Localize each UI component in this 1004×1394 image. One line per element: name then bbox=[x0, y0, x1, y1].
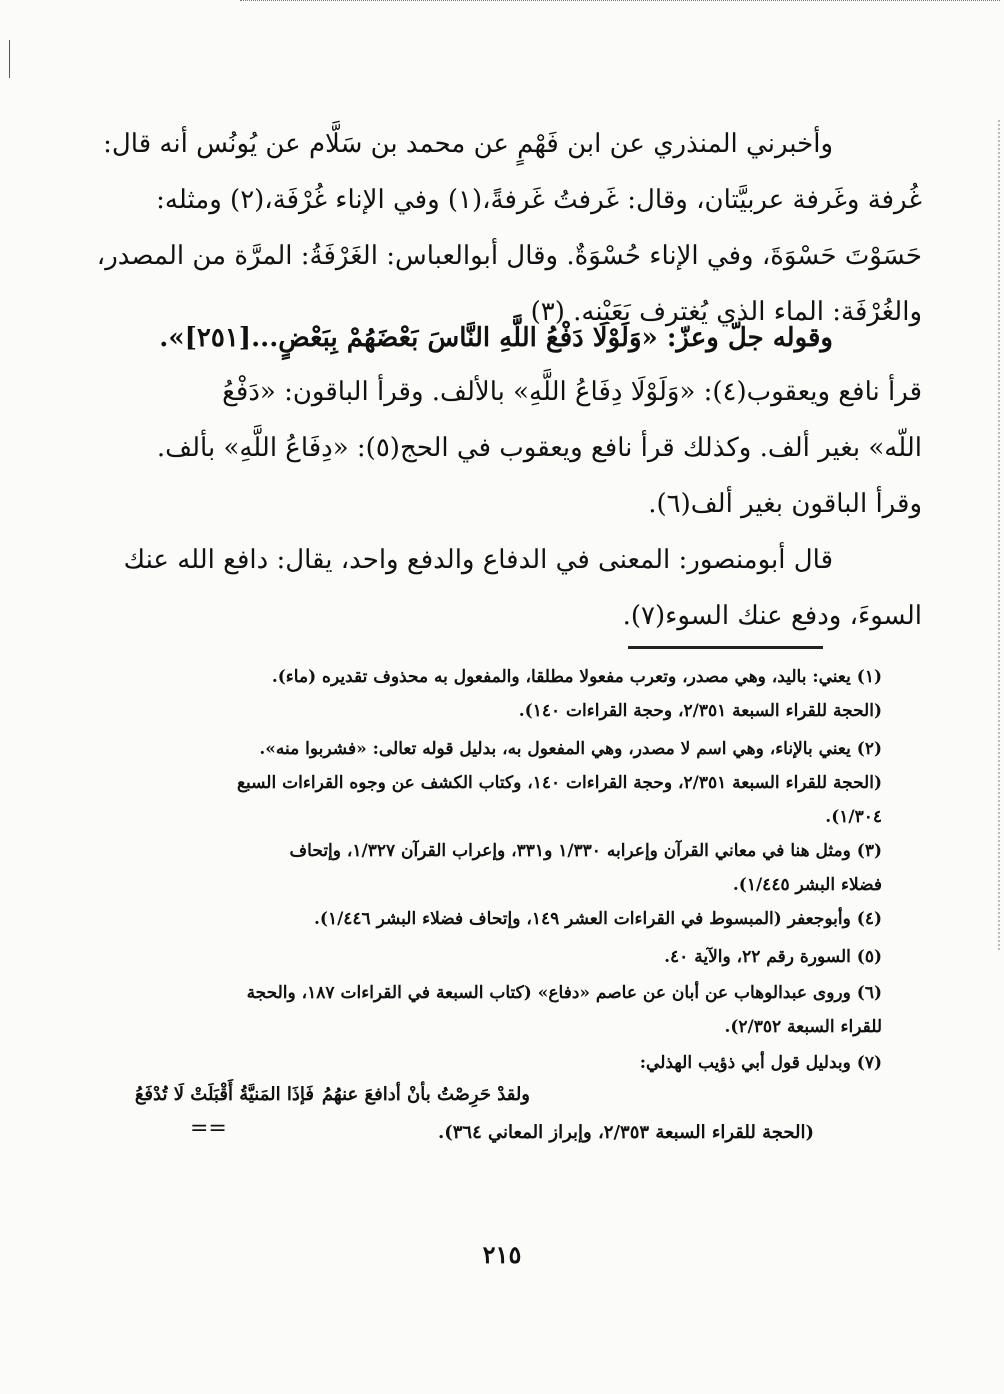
poem-hemistich-left: فَإذَا المَنيَّةُ أَقْبَلَتْ لَا تُدْفَعُ bbox=[134, 1084, 314, 1105]
body-line: اللّه» بغير ألف. وكذلك قرأ نافع ويعقوب في الحج(٥): «دِفَاعُ اللَّهِ» بألف. bbox=[156, 433, 922, 463]
footnote-line: (١) يعني: باليد، وهي مصدر، وتعرب مفعولا مطلقا، والمفعول به محذوف تقديره (ماء). bbox=[271, 667, 882, 687]
footnote-line: (الحجة للقراء السبعة ٢/٣٥١، وحجة القراءات ١٤٠، وكتاب الكشف عن وجوه القراءات السبع bbox=[236, 773, 882, 793]
body-line: والغُرْفَة: الماء الذي يُغترف بَعَيْنه. (٣) bbox=[530, 297, 922, 327]
body-line: حَسَوْتَ حَسْوَةَ، وفي الإناء حُسْوَةٌ. وقال أبوالعباس: الغَرْفَةُ: المرَّة من المصدر، bbox=[96, 241, 922, 271]
body-line: قال أبومنصور: المعنى في الدفاع والدفع واحد، يقال: دافع الله عنك bbox=[123, 545, 833, 575]
footnote-line: (٧) وبدليل قول أبي ذؤيب الهذلي: bbox=[639, 1053, 882, 1073]
body-line: قرأ نافع ويعقوب(٤): «وَلَوْلَا دِفَاعُ اللَّهِ» بالألف. وقرأ الباقون: «دَفْعُ bbox=[222, 377, 922, 407]
margin-mark: == bbox=[190, 1116, 227, 1141]
body-line: غُرفة وغَرفة عربيَّتان، وقال: غَرفتُ غَرفةً،(١) وفي الإناء غُرْفَة،(٢) ومثله: bbox=[156, 185, 922, 215]
body-line: وقرأ الباقون بغير ألف(٦). bbox=[648, 489, 922, 519]
page-number: ٢١٥ bbox=[482, 1240, 522, 1269]
body-line: السوءَ، ودفع عنك السوء(٧). bbox=[622, 601, 922, 631]
poem-source: (الحجة للقراء السبعة ٢/٣٥٣، وإبراز المعاني ٣٦٤). bbox=[437, 1122, 814, 1143]
footnote-line: (٤) وأبوجعفر (المبسوط في القراءات العشر ١٤٩، وإتحاف فضلاء البشر ١/٤٤٦). bbox=[313, 909, 882, 929]
poem-hemistich-right: ولقدْ حَرِصْتُ بأنْ أدافعَ عنهُمُ bbox=[321, 1084, 530, 1105]
footnote-line: (٥) السورة رقم ٢٢، والآية ٤٠. bbox=[664, 947, 882, 967]
footnote-line: فضلاء البشر ١/٤٤٥). bbox=[732, 875, 882, 895]
footnote-line: ١/٣٠٤). bbox=[825, 807, 882, 827]
footnote-line: (٣) ومثل هنا في معاني القرآن وإعرابه ١/٣٣٠ و٣٣١، وإعراب القرآن ١/٣٢٧، وإتحاف bbox=[289, 841, 882, 861]
footnote-line: (٦) وروى عبدالوهاب عن أبان عن عاصم «دفاع» (كتاب السبعة في القراءات ١٨٧، والحجة bbox=[246, 983, 882, 1003]
body-line: وأخبرني المنذري عن ابن فَهْمٍ عن محمد بن سَلَّام عن يُونُس أنه قال: bbox=[103, 129, 833, 159]
footnote-line: للقراء السبعة ٢/٣٥٢). bbox=[724, 1017, 882, 1037]
footnote-line: (٢) يعني بالإناء، وهي اسم لا مصدر، وهي المفعول به، بدليل قوله تعالى: «فشربوا منه». bbox=[259, 739, 882, 759]
quran-verse-line: وقوله جلّ وعزّ: «وَلَوْلَا دَفْعُ اللَّهِ النَّاسَ بَعْضَهُمْ بِبَعْضٍ...[٢٥١]». bbox=[159, 323, 833, 353]
footnote-separator bbox=[628, 646, 823, 649]
footnote-line: (الحجة للقراء السبعة ٢/٣٥١، وحجة القراءات ١٤٠). bbox=[518, 701, 882, 721]
